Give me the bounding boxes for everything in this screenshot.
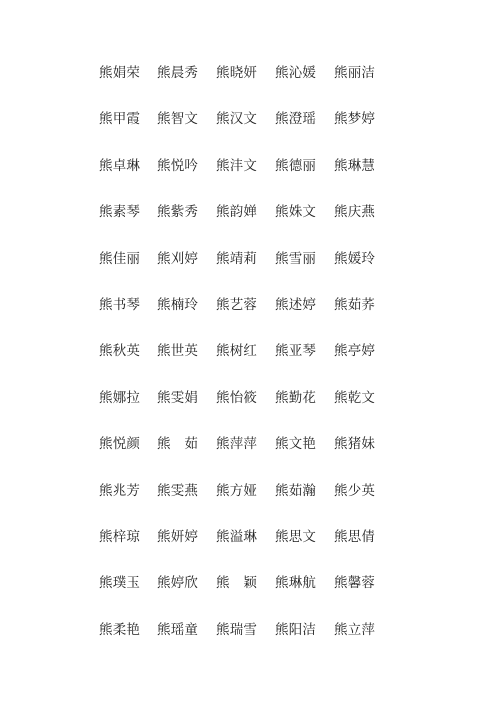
name-entry: 熊卓琳 [99,157,141,174]
name-entry: 熊艺蓉 [216,296,258,313]
name-entry: 熊 茹 [157,436,199,453]
name-entry: 熊晓妍 [216,65,258,81]
name-entry: 熊沁媛 [275,65,317,81]
name-entry: 熊思倩 [334,528,376,545]
name-entry: 熊素琴 [99,204,141,221]
name-entry: 熊勤花 [275,389,317,406]
name-row [0,573,500,619]
name-entry: 熊璞玉 [99,575,141,592]
name-entry: 熊瑶童 [157,621,199,638]
name-entry: 熊雯燕 [157,482,199,499]
name-entry: 熊梓琼 [99,528,141,545]
name-entry: 熊琳慧 [334,157,376,174]
name-list [0,63,500,666]
name-entry: 熊猪妹 [334,436,376,453]
name-entry: 熊妍婷 [157,528,199,545]
name-entry: 熊亚琴 [275,343,317,360]
name-entry: 熊亭婷 [334,343,376,360]
name-entry: 熊悦吟 [157,157,199,174]
name-entry: 熊刈婷 [157,250,199,267]
name-entry: 熊茹瀚 [275,482,317,499]
name-row [0,388,500,434]
name-entry: 熊丽洁 [334,65,376,81]
name-entry: 熊庆燕 [334,204,376,221]
name-row [0,341,500,387]
name-entry: 熊汉文 [216,111,258,128]
name-row [0,156,500,202]
name-entry: 熊紫秀 [157,204,199,221]
name-entry: 熊雪丽 [275,250,317,267]
name-entry: 熊媛玲 [334,250,376,267]
name-entry: 熊晨秀 [157,65,199,81]
name-entry: 熊德丽 [275,157,317,174]
name-entry: 熊兆芳 [99,482,141,499]
name-row [0,527,500,573]
name-row [0,620,500,666]
name-row [0,202,500,248]
name-entry: 熊萍萍 [216,436,258,453]
name-entry: 熊婷欣 [157,575,199,592]
name-entry: 熊靖莉 [216,250,258,267]
name-entry: 熊悦颜 [99,436,141,453]
name-entry: 熊怡筱 [216,389,258,406]
name-entry: 熊甲霞 [99,111,141,128]
name-entry: 熊琳航 [275,575,317,592]
name-row [0,481,500,527]
name-entry: 熊方娅 [216,482,258,499]
name-entry: 熊树红 [216,343,258,360]
name-entry: 熊瑞雪 [216,621,258,638]
name-entry: 熊娟荣 [99,65,141,81]
name-row [0,434,500,480]
name-entry: 熊茹荞 [334,296,376,313]
name-entry: 熊韵婵 [216,204,258,221]
name-entry: 熊书琴 [99,296,141,313]
name-entry: 熊澄瑶 [275,111,317,128]
name-entry: 熊世英 [157,343,199,360]
name-entry: 熊梦婷 [334,111,376,128]
name-row [0,295,500,341]
name-row [0,63,500,109]
name-entry: 熊乾文 [334,389,376,406]
name-entry: 熊雯娟 [157,389,199,406]
name-entry: 熊柔艳 [99,621,141,638]
name-entry: 熊智文 [157,111,199,128]
name-entry: 熊楠玲 [157,296,199,313]
name-entry: 熊馨蓉 [334,575,376,592]
name-entry: 熊沣文 [216,157,258,174]
name-entry: 熊立萍 [334,621,376,638]
name-row [0,249,500,295]
name-entry: 熊思文 [275,528,317,545]
name-entry: 熊秋英 [99,343,141,360]
name-entry: 熊少英 [334,482,376,499]
name-entry: 熊文艳 [275,436,317,453]
name-entry: 熊佳丽 [99,250,141,267]
name-entry: 熊 颖 [216,575,258,592]
name-entry: 熊娜拉 [99,389,141,406]
name-entry: 熊述婷 [275,296,317,313]
name-entry: 熊溢琳 [216,528,258,545]
name-entry: 熊阳洁 [275,621,317,638]
name-entry: 熊姝文 [275,204,317,221]
name-row [0,109,500,155]
